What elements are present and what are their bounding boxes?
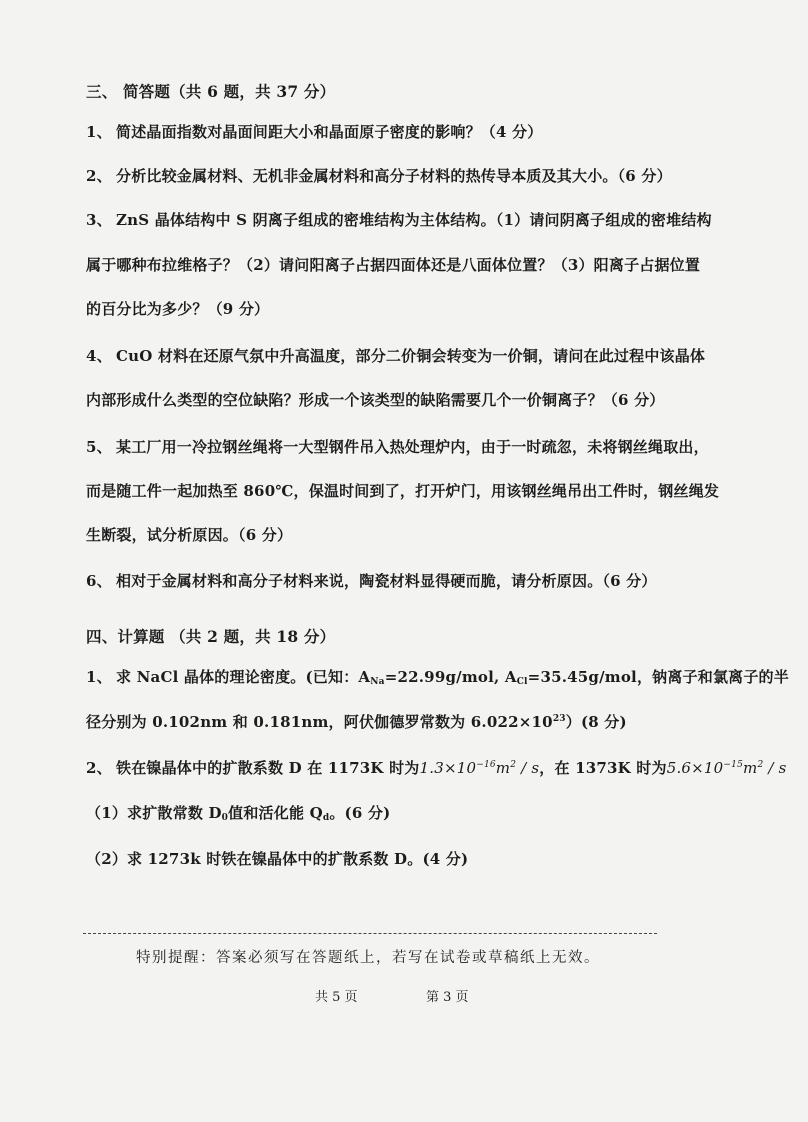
question-3-5	[86, 436, 709, 457]
question-number: 1、	[86, 123, 112, 141]
question-number: 2、	[86, 759, 112, 777]
exponent: 23	[552, 714, 566, 724]
question-text: 相对于金属材料和高分子材料来说，陶瓷材料显得硬而脆，请分析原因。（6 分）	[116, 572, 657, 590]
question-text: 。(6 分)	[329, 804, 391, 822]
question-text: 径分别为 0.102nm 和 0.181nm，阿伏伽德罗常数为 6.022×10	[86, 713, 553, 731]
subscript-qd: d	[322, 813, 330, 823]
question-3-6	[86, 570, 657, 591]
question-3-1	[86, 121, 542, 142]
question-3-3-line3: 的百分比为多少？（9 分）	[86, 300, 270, 318]
question-text: ZnS 晶体结构中 S 阴离子组成的密堆结构为主体结构。（1）请问阴离子组成的密堆结构	[116, 211, 712, 229]
diffusion-value-1: $1.3\times 10^{-16}m^2 / s$	[419, 759, 540, 777]
question-3-5-line3: 生断裂，试分析原因。（6 分）	[86, 526, 293, 544]
subscript-cl: Cl	[516, 677, 528, 687]
question-text: 某工厂用一冷拉钢丝绳将一大型钢件吊入热处理炉内，由于一时疏忽，未将钢丝绳取出，	[116, 438, 709, 456]
section4-heading: 四、计算题 （共 2 题，共 18 分）	[86, 627, 336, 646]
question-3-3-line2: 属于哪种布拉维格子？（2）请问阳离子占据四面体还是八面体位置？（3）阳离子占据位置	[86, 256, 701, 274]
question-4-2-sub1	[86, 802, 390, 823]
question-text: =22.99g/mol, A	[384, 668, 517, 686]
question-number: 2、	[86, 167, 112, 185]
question-text: 分析比较金属材料、无机非金属材料和高分子材料的热传导本质及其大小。（6 分）	[116, 167, 672, 185]
footer-divider	[83, 933, 657, 934]
question-number: 5、	[86, 438, 112, 456]
question-text: 值和活化能 Q	[228, 804, 323, 822]
question-3-3	[86, 209, 712, 230]
question-number: 6、	[86, 572, 112, 590]
footer-note: 特别提醒：答案必须写在答题纸上，若写在试卷或草稿纸上无效。	[136, 950, 600, 966]
section3-heading: 三、 简答题（共 6 题，共 37 分）	[86, 82, 336, 101]
question-number: 3、	[86, 211, 112, 229]
question-text: ，在 1373K 时为	[539, 759, 667, 777]
question-3-4	[86, 345, 705, 366]
total-pages: 共 5 页	[315, 990, 358, 1005]
subscript-d0: 0	[221, 813, 229, 823]
diffusion-value-2: $5.6\times 10^{-15}m^2 / s$	[666, 759, 787, 777]
subscript-na: Na	[370, 677, 385, 687]
question-4-2-sub2: （2）求 1273k 时铁在镍晶体中的扩散系数 D。(4 分)	[86, 850, 469, 868]
question-text: 简述晶面指数对晶面间距大小和晶面原子密度的影响？（4 分）	[116, 123, 543, 141]
question-text: （1）求扩散常数 D	[86, 804, 222, 822]
question-number: 1、	[86, 668, 112, 686]
question-4-1	[86, 666, 789, 687]
question-text: =35.45g/mol，钠离子和氯离子的半	[527, 668, 789, 686]
question-text: 铁在镍晶体中的扩散系数 D 在 1173K 时为	[116, 759, 420, 777]
question-4-1-line2	[86, 711, 627, 732]
current-page: 第 3 页	[426, 990, 469, 1005]
question-3-2	[86, 165, 672, 186]
question-text: ）(8 分)	[565, 713, 627, 731]
question-3-4-line2: 内部形成什么类型的空位缺陷？形成一个该类型的缺陷需要几个一价铜离子？（6 分）	[86, 391, 665, 409]
question-3-5-line2: 而是随工件一起加热至 860℃，保温时间到了，打开炉门，用该钢丝绳吊出工件时，钢丝绳发	[86, 482, 720, 500]
question-4-2	[86, 757, 786, 778]
question-text: 求 NaCl 晶体的理论密度。(已知：A	[116, 668, 371, 686]
question-number: 4、	[86, 347, 112, 365]
question-text: CuO 材料在还原气氛中升高温度，部分二价铜会转变为一价铜，请问在此过程中该晶体	[116, 347, 706, 365]
